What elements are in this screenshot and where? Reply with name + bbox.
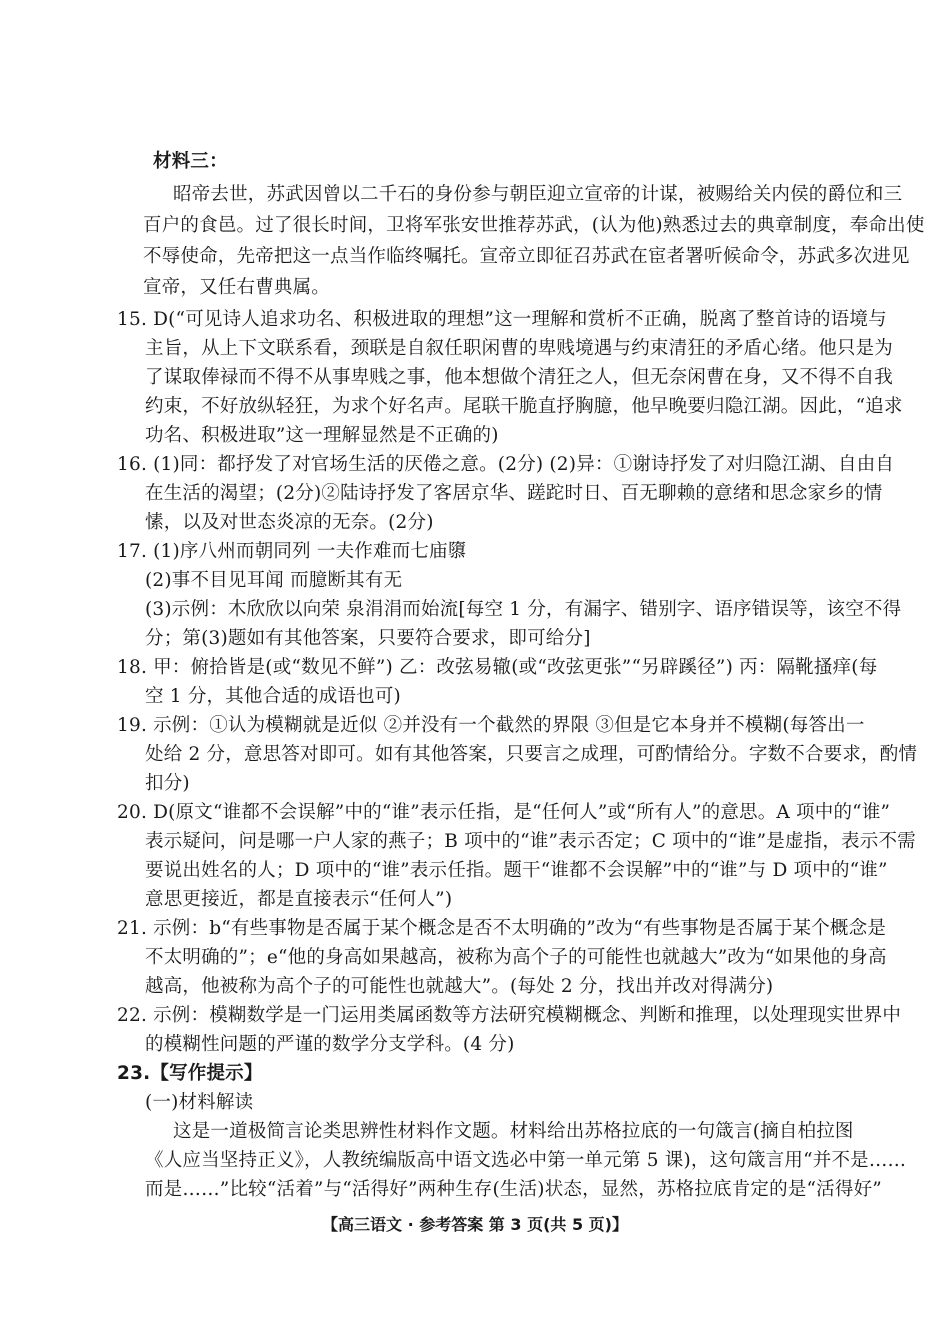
answer-18-line: 空 1 分，其他合适的成语也可) — [145, 686, 401, 707]
material3-line: 宣帝，又任右曹典属。 — [143, 277, 331, 298]
answer-21-line: 21. 示例：b“有些事物是否属于某个概念是否不太明确的”改为“有些事物是否属于某个概念是 — [117, 918, 887, 939]
answer-17-line: (3)示例：木欣欣以向荣 泉涓涓而始流[每空 1 分，有漏字、错别字、语序错误等，该空不得 — [145, 599, 902, 620]
answer-16-line: 在生活的渴望；(2分)②陆诗抒发了客居京华、蹉跎时日、百无聊赖的意绪和思念家乡的情 — [145, 483, 883, 504]
answer-21-line: 越高，他被称为高个子的可能性也就越大”。(每处 2 分，找出并改对得满分) — [145, 976, 774, 997]
answer-20-line: 表示疑问，问是哪一户人家的燕子；B 项中的“谁”表示否定；C 项中的“谁”是虚指，表示不需 — [145, 831, 916, 852]
answer-17-line: (2)事不目见耳闻 而臆断其有无 — [145, 570, 403, 591]
answer-23-title: 23.【写作提示】 — [117, 1063, 263, 1084]
answer-16-line: 愫，以及对世态炎凉的无奈。(2分) — [145, 512, 434, 533]
answer-23-line: 《人应当坚持正义》，人教统编版高中语文选必中第一单元第 5 课)，这句箴言用“并不是…… — [145, 1150, 907, 1171]
answer-23-subheading: (一)材料解读 — [145, 1092, 254, 1113]
answer-15-line: 15. D(“可见诗人追求功名、积极进取的理想”这一理解和赏析不正确，脱离了整首诗的语境与 — [117, 309, 887, 330]
answer-15-line: 了谋取俸禄而不得不从事卑贱之事，他本想做个清狂之人，但无奈闲曹在身，又不得不自我 — [145, 367, 894, 388]
answer-23-line: 这是一道极简言论类思辨性材料作文题。材料给出苏格拉底的一句箴言(摘自柏拉图 — [173, 1121, 854, 1142]
page-footer: 【高三语文 · 参考答案 第 3 页(共 5 页)】 — [322, 1215, 628, 1234]
answer-17-line: 分；第(3)题如有其他答案，只要符合要求，即可给分] — [145, 628, 591, 649]
material3-heading: 材料三： — [153, 151, 228, 172]
answer-20-line: 20. D(原文“谁都不会误解”中的“谁”表示任指，是“任何人”或“所有人”的意思。A 项中的“谁” — [117, 802, 891, 823]
answer-22-line: 的模糊性问题的严谨的数学分支学科。(4 分) — [145, 1034, 515, 1055]
answer-18-line: 18. 甲：俯拾皆是(或“数见不鲜”) 乙：改弦易辙(或“改弦更张”“另辟蹊径”) 丙：隔靴搔痒(每 — [117, 657, 878, 678]
answer-20-line: 要说出姓名的人；D 项中的“谁”表示任指。题干“谁都不会误解”中的“谁”与 D 项中的“谁” — [145, 860, 888, 881]
answer-15-line: 主旨，从上下文联系看，颈联是自叙任职闲曹的卑贱境遇与约束清狂的矛盾心绪。他只是为 — [145, 338, 894, 359]
material3-line: 昭帝去世，苏武因曾以二千石的身份参与朝臣迎立宣帝的计谋，被赐给关内侯的爵位和三 — [173, 184, 903, 205]
answer-15-line: 功名、积极进取”这一理解显然是不正确的) — [145, 425, 499, 446]
answer-19-line: 处给 2 分，意思答对即可。如有其他答案，只要言之成理，可酌情给分。字数不合要求，酌情 — [145, 744, 918, 765]
answer-21-line: 不太明确的”；e“他的身高如果越高，被称为高个子的可能性也就越大”改为“如果他的身高 — [145, 947, 887, 968]
answer-17-line: 17. (1)序八州而朝同列 一夫作难而七庙隳 — [117, 541, 467, 562]
answer-23-line: 而是……”比较“活着”与“活得好”两种生存(生活)状态，显然，苏格拉底肯定的是“活得好” — [145, 1179, 882, 1200]
answer-20-line: 意思更接近，都是直接表示“任何人”) — [145, 889, 453, 910]
answer-19-line: 19. 示例：①认为模糊就是近似 ②并没有一个截然的界限 ③但是它本身并不模糊(每答出一 — [117, 715, 865, 736]
material3-line: 百户的食邑。过了很长时间，卫将军张安世推荐苏武，(认为他)熟悉过去的典章制度，奉命出使 — [143, 215, 925, 236]
answer-16-line: 16. (1)同：都抒发了对官场生活的厌倦之意。(2分) (2)异：①谢诗抒发了对归隐江湖、自由自 — [117, 454, 895, 475]
answer-19-line: 扣分) — [145, 773, 190, 794]
material3-line: 不辱使命，先帝把这一点当作临终嘱托。宣帝立即征召苏武在宦者署听候命令，苏武多次进见 — [143, 246, 910, 267]
answer-15-line: 约束，不好放纵轻狂，为求个好名声。尾联干脆直抒胸臆，他早晚要归隐江湖。因此，“追求 — [145, 396, 903, 417]
answer-22-line: 22. 示例：模糊数学是一门运用类属函数等方法研究模糊概念、判断和推理，以处理现实世界中 — [117, 1005, 902, 1026]
